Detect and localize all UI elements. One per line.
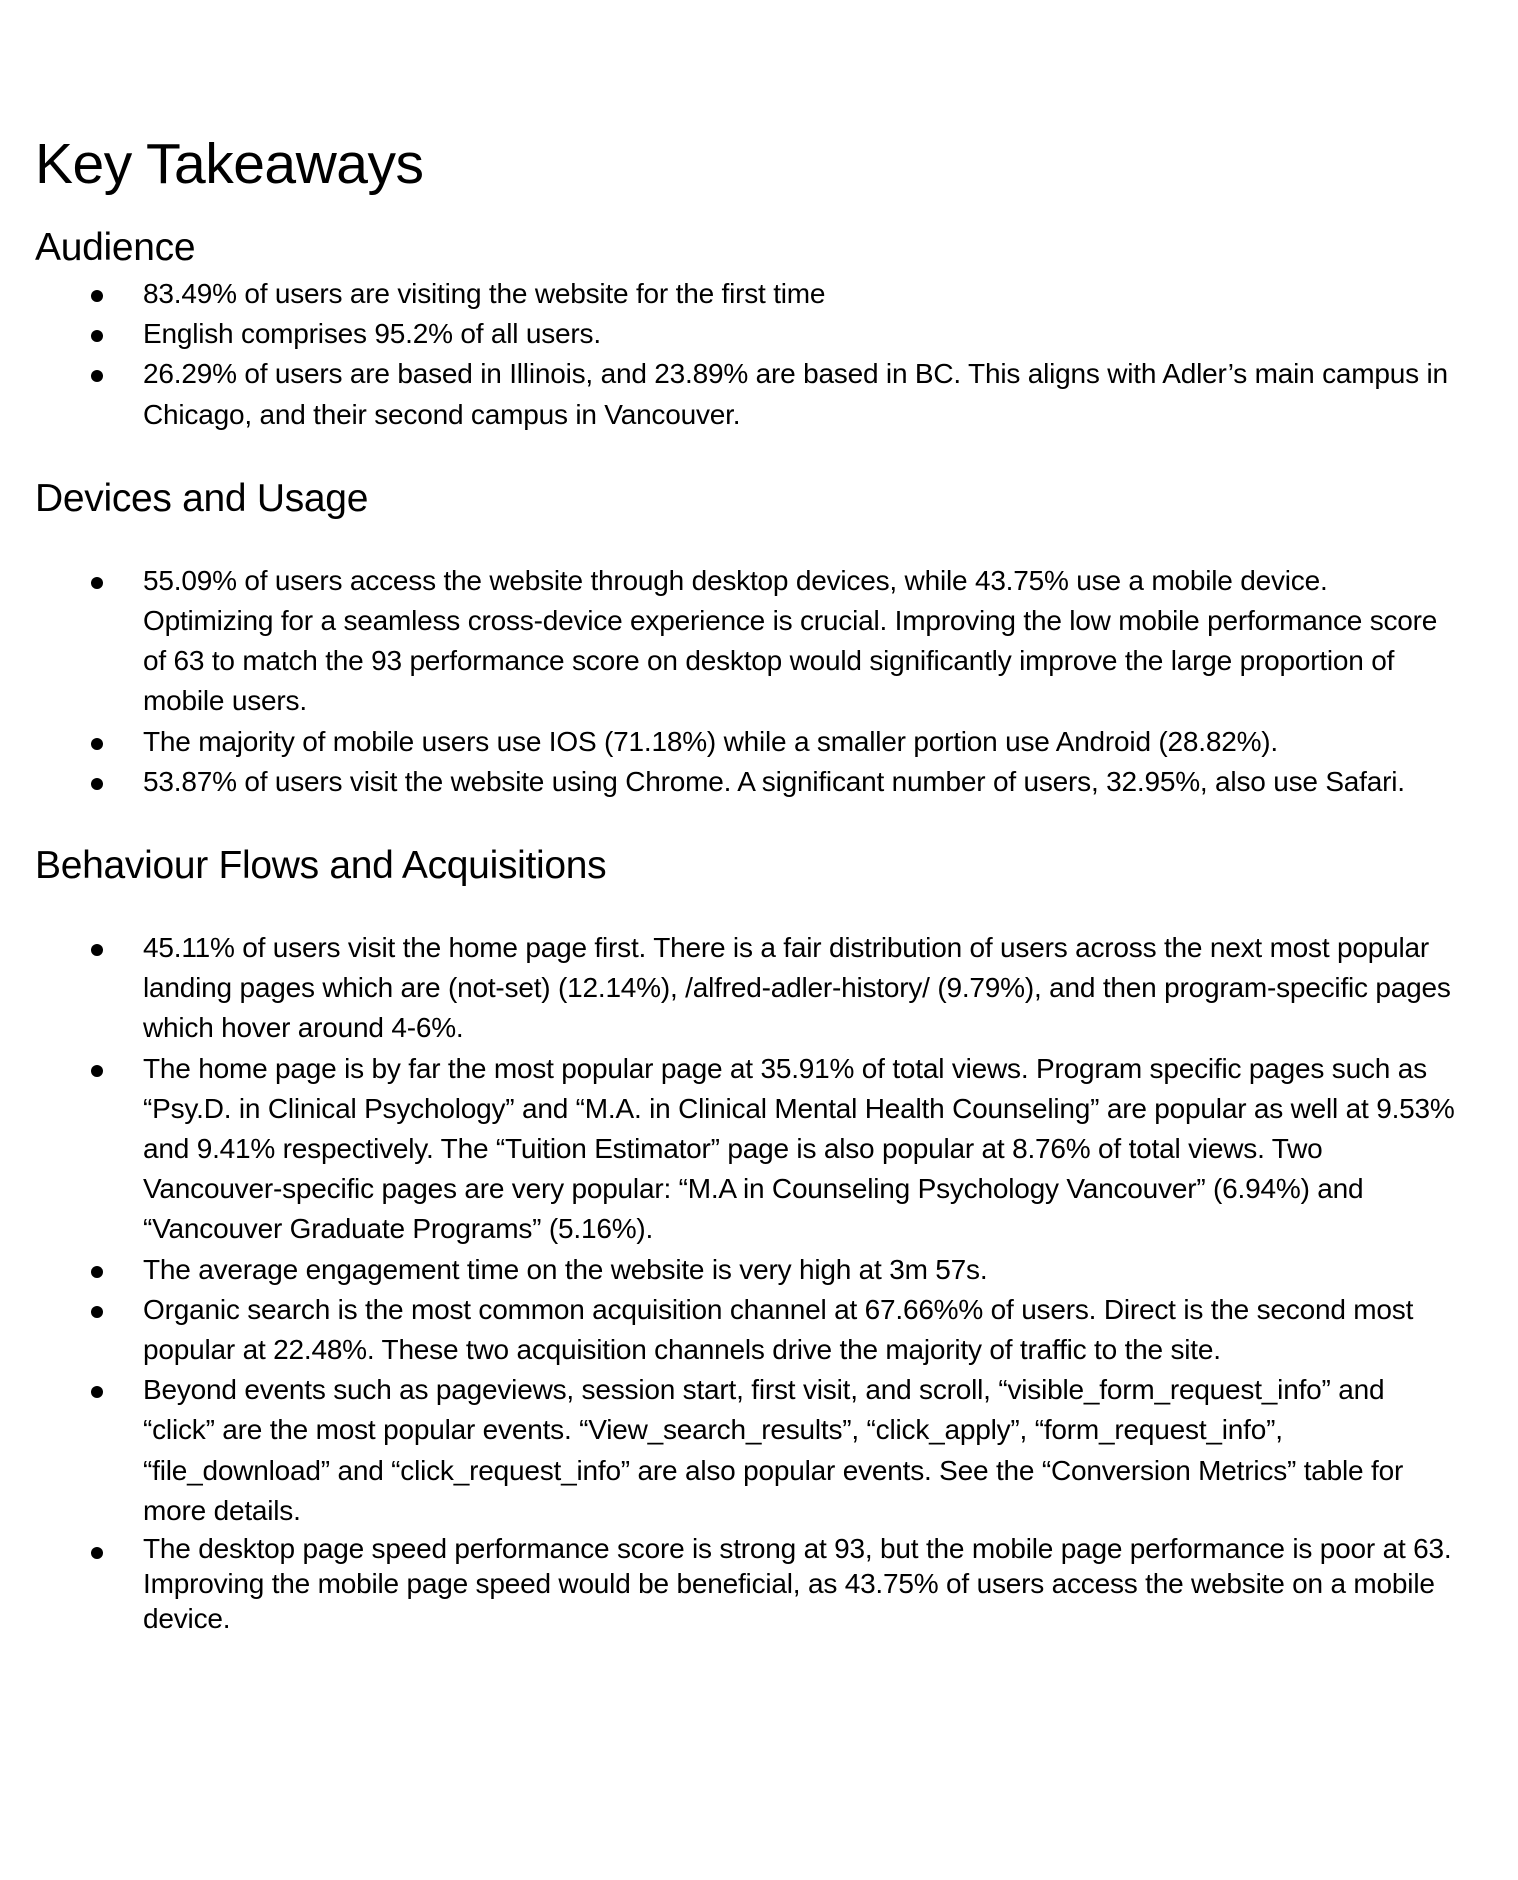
bullet-list	[35, 561, 1455, 802]
bullet-icon	[91, 1547, 103, 1559]
bullet-icon	[91, 1306, 103, 1318]
list-item-text: The desktop page speed performance score is strong at 93, but the mobile page performance is poor at 63. Improving the mobile page speed would be beneficial, as 43.75% of users access the website on a mobile device.	[143, 1533, 1452, 1635]
section-heading: Devices and Usage	[35, 476, 369, 520]
bullet-list	[35, 274, 1455, 435]
list-item	[143, 722, 1463, 762]
list-item	[143, 762, 1463, 802]
bullet-icon	[91, 778, 103, 790]
list-item-text: The home page is by far the most popular page at 35.91% of total views. Program specific pages such as “Psy.D. in Clinical Psychology” and “M.A. in Clinical Mental Health Counseling” are popular as well at 9.53% and 9.41% respectively. The “Tuition Estimator” page is also popular at 8.76% of total views. Two Vancouver-specific pages are very popular: “M.A in Counseling Psychology Vancouver” (6.94%) and “Vancouver Graduate Programs” (5.16%).	[143, 1052, 1455, 1245]
bullet-icon	[91, 370, 103, 382]
list-item	[143, 274, 1463, 314]
section-heading: Audience	[35, 226, 196, 269]
list-item-text: 26.29% of users are based in Illinois, and 23.89% are based in BC. This aligns with Adler’s main campus in Chicago, and their second campus in Vancouver.	[143, 358, 1448, 430]
bullet-icon	[91, 1065, 103, 1077]
bullet-icon	[91, 738, 103, 750]
list-item-text: Organic search is the most common acquisition channel at 67.66%% of users. Direct is the second most popular at 22.48%. These two acquisition channels drive the majority of traffic to the site.	[143, 1293, 1414, 1366]
document-page	[35, 128, 1455, 1636]
section-audience	[35, 224, 1455, 435]
bullet-icon	[91, 1386, 103, 1398]
bullet-list	[35, 928, 1455, 1636]
bullet-icon	[91, 290, 103, 302]
list-item-text: Beyond events such as pageviews, session start, first visit, and scroll, “visible_form_request_info” and “click” are the most popular events. “View_search_results”, “click_apply”, “form_request_info”, “file_download” and “click_request_info” are also popular events. See the “Conversion Metrics” table for more details.	[143, 1374, 1404, 1526]
list-item	[143, 314, 1463, 354]
list-item-text: The majority of mobile users use IOS (71.18%) while a smaller portion use Android (28.82%).	[143, 725, 1278, 757]
section-devices-and-usage	[35, 475, 1455, 802]
list-item-text: 53.87% of users visit the website using Chrome. A significant number of users, 32.95%, also use Safari.	[143, 765, 1405, 797]
list-item	[143, 928, 1463, 1049]
list-item	[143, 561, 1463, 722]
bullet-icon	[91, 577, 103, 589]
list-item	[143, 1290, 1463, 1370]
bullet-icon	[91, 1266, 103, 1278]
list-item-text: English comprises 95.2% of all users.	[143, 318, 601, 350]
list-item	[143, 1250, 1463, 1290]
list-item	[143, 1049, 1463, 1250]
list-item-text: The average engagement time on the website is very high at 3m 57s.	[143, 1253, 988, 1285]
list-item-text: 55.09% of users access the website through desktop devices, while 43.75% use a mobile device. Optimizing for a seamless cross-device experience is crucial. Improving the low mobile performance score of 63 to match the 93 performance score on desktop would significantly improve the large proportion of mobile users.	[143, 564, 1438, 717]
list-item-text: 83.49% of users are visiting the website for the first time	[143, 278, 826, 309]
page-title: Key Takeaways	[35, 132, 424, 196]
list-item	[143, 1370, 1463, 1531]
list-item	[143, 1531, 1463, 1636]
section-heading: Behaviour Flows and Acquisitions	[35, 844, 607, 888]
list-item-text: 45.11% of users visit the home page first. There is a fair distribution of users across the next most popular landing pages which are (not-set) (12.14%), /alfred-adler-history/ (9.79%), and then program-specific pages which hover around 4-6%.	[143, 932, 1451, 1044]
bullet-icon	[91, 944, 103, 956]
section-behaviour-flows-and-acquisitions	[35, 842, 1455, 1636]
list-item	[143, 354, 1463, 434]
bullet-icon	[91, 330, 103, 342]
